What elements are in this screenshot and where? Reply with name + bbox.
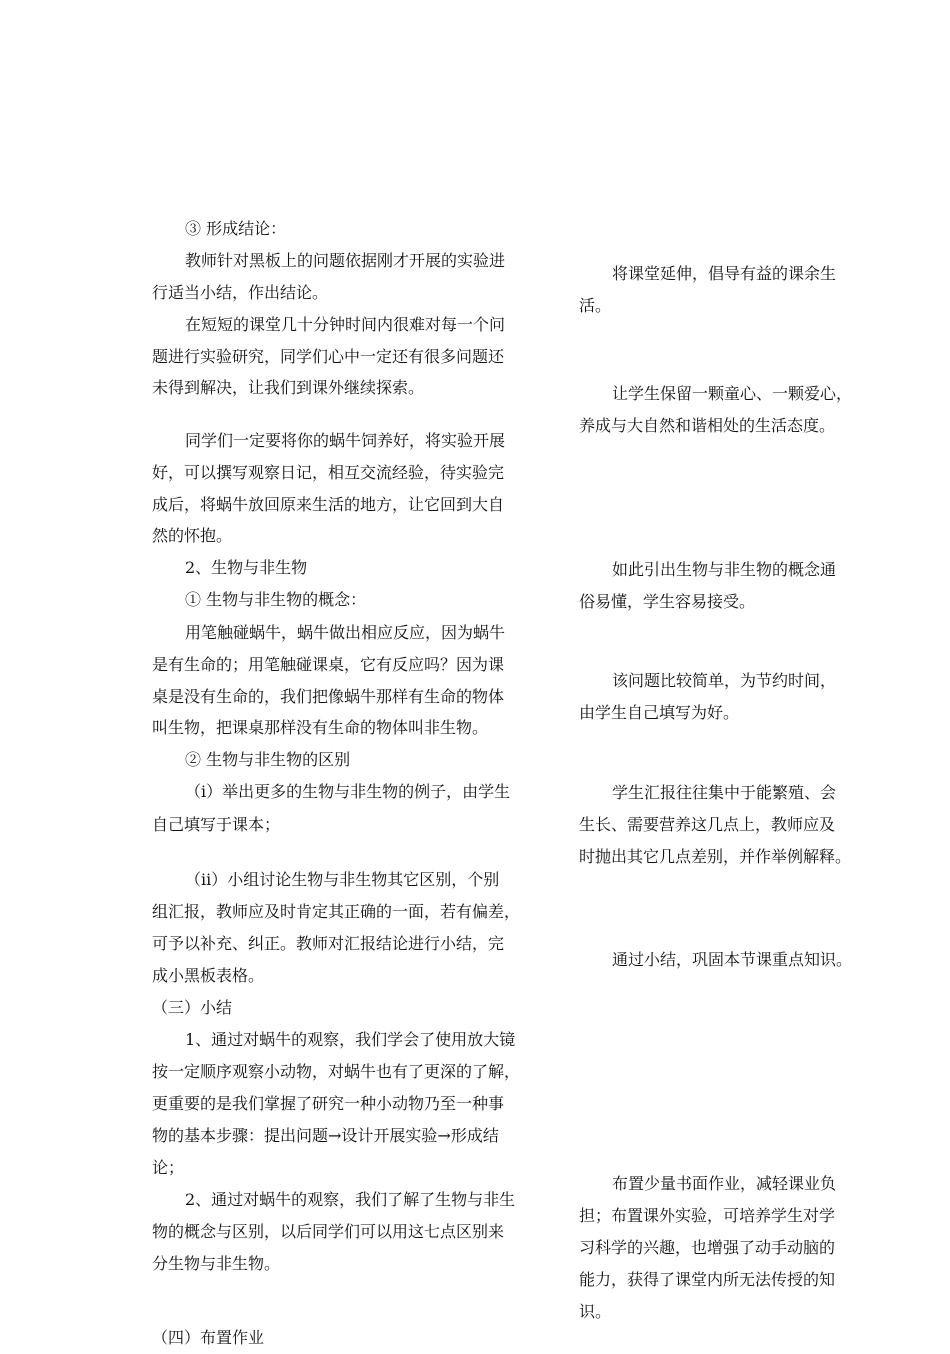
- summary-text-line: 物的基本步骤：提出问题→设计开展实验→形成结: [152, 1126, 499, 1145]
- conclusion-text-line: 行适当小结，作出结论。: [152, 283, 329, 302]
- note-line: 学生汇报往往集中于能繁殖、会: [612, 783, 837, 802]
- summary-text-line: 论；: [152, 1158, 185, 1177]
- care-text-line: 好，可以撰写观察日记，相互交流经验，待实验完: [152, 463, 505, 482]
- explore-text-line: 题进行实验研究，同学们心中一定还有很多问题还: [152, 347, 505, 366]
- concept-heading: ① 生物与非生物的概念：: [185, 590, 367, 609]
- note-line: 担；布置课外实验，可培养学生对学: [579, 1206, 836, 1225]
- summary-text-line: 物的概念与区别，以后同学们可以用这七点区别来: [152, 1222, 505, 1241]
- difference-item-line: 组汇报，教师应及时肯定其正确的一面，若有偏差，: [152, 902, 521, 921]
- concept-text-line: 叫生物，把课桌那样没有生命的物体叫非生物。: [152, 718, 489, 737]
- note-line: 通过小结，巩固本节课重点知识。: [612, 950, 853, 969]
- note-line: 养成与大自然和谐相处的生活态度。: [579, 416, 836, 435]
- explore-text-line: 未得到解决，让我们到课外继续探索。: [152, 378, 425, 397]
- section-heading: 2、生物与非生物: [185, 558, 308, 577]
- note-line: 习科学的兴趣，也增强了动手动脑的: [579, 1238, 836, 1257]
- note-line: 布置少量书面作业，减轻课业负: [612, 1174, 837, 1193]
- summary-text-line: 1、通过对蜗牛的观察，我们学会了使用放大镜: [185, 1030, 516, 1049]
- summary-heading: （三）小结: [152, 998, 233, 1017]
- conclusion-heading: ③ 形成结论：: [185, 219, 287, 238]
- note-line: 将课堂延伸，倡导有益的课余生: [612, 264, 837, 283]
- note-line: 活。: [579, 296, 612, 315]
- care-text-line: 同学们一定要将你的蜗牛饲养好，将实验开展: [185, 431, 506, 450]
- difference-item-line: 可予以补充、纠正。教师对汇报结论进行小结，完: [152, 934, 505, 953]
- note-line: 时抛出其它几点差别，并作举例解释。: [579, 847, 852, 866]
- care-text-line: 然的怀抱。: [152, 526, 233, 545]
- homework-heading: （四）布置作业: [152, 1328, 265, 1347]
- note-line: 生长、需要营养这几点上，教师应及: [579, 815, 836, 834]
- difference-item-line: 自己填写于课本；: [152, 815, 281, 834]
- note-line: 识。: [579, 1302, 612, 1321]
- concept-text-line: 是有生命的；用笔触碰课桌，它有反应吗？因为课: [152, 655, 505, 674]
- note-line: 由学生自己填写为好。: [579, 703, 740, 722]
- note-line: 该问题比较简单，为节约时间，: [612, 671, 837, 690]
- note-line: 能力，获得了课堂内所无法传授的知: [579, 1270, 836, 1289]
- conclusion-text-line: 教师针对黑板上的问题依据刚才开展的实验进: [185, 251, 506, 270]
- summary-text-line: 分生物与非生物。: [152, 1254, 281, 1273]
- summary-text-line: 2、通过对蜗牛的观察，我们了解了生物与非生: [185, 1190, 516, 1209]
- difference-item-line: （ⅰ）举出更多的生物与非生物的例子，由学生: [185, 782, 511, 801]
- note-line: 俗易懂，学生容易接受。: [579, 592, 756, 611]
- summary-text-line: 按一定顺序观察小动物，对蜗牛也有了更深的了解，: [152, 1062, 521, 1081]
- note-line: 如此引出生物与非生物的概念通: [612, 560, 837, 579]
- summary-text-line: 更重要的是我们掌握了研究一种小动物乃至一种事: [152, 1094, 505, 1113]
- difference-item-line: 成小黑板表格。: [152, 966, 265, 985]
- explore-text-line: 在短短的课堂几十分钟时间内很难对每一个问: [185, 315, 506, 334]
- difference-item-line: （ⅱ）小组讨论生物与非生物其它区别，个别: [185, 870, 500, 889]
- note-line: 让学生保留一颗童心、一颗爱心，: [612, 384, 853, 403]
- concept-text-line: 桌是没有生命的，我们把像蜗牛那样有生命的物体: [152, 687, 505, 706]
- difference-heading: ② 生物与非生物的区别: [185, 750, 351, 769]
- care-text-line: 成后，将蜗牛放回原来生活的地方，让它回到大自: [152, 495, 505, 514]
- concept-text-line: 用笔触碰蜗牛，蜗牛做出相应反应，因为蜗牛: [185, 623, 506, 642]
